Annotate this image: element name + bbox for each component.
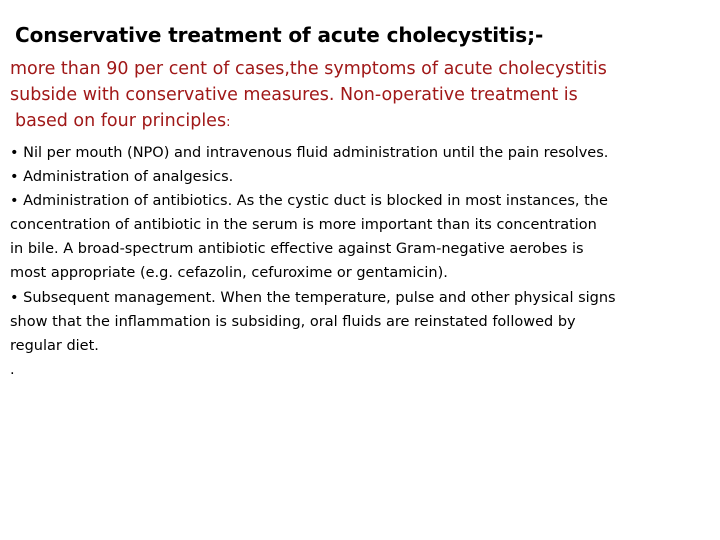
body-line: regular diet. (10, 337, 99, 354)
slide-title: Conservative treatment of acute cholecystitis;- (15, 23, 544, 47)
body-line: . (10, 361, 15, 378)
body-line: • Nil per mouth (NPO) and intravenous fluid administration until the pain resolves. (10, 145, 609, 161)
body-line: in bile. A broad-spectrum antibiotic effective against Gram-negative aerobes is (10, 241, 584, 258)
intro-line-3-colon: : (226, 115, 231, 130)
body-line: concentration of antibiotic in the serum is more important than its concentration (10, 217, 597, 234)
body-line: • Subsequent management. When the temperature, pulse and other physical signs (10, 289, 616, 306)
body-line: show that the inflammation is subsiding, oral fluids are reinstated followed by (10, 313, 576, 330)
body-line: • Administration of analgesics. (10, 169, 234, 186)
intro-line-2: subside with conservative measures. Non-operative treatment is (10, 85, 578, 105)
intro-line-3-text: based on four principles (15, 111, 227, 131)
body-line: most appropriate (e.g. cefazolin, cefuroxime or gentamicin). (10, 265, 448, 282)
principles-list (10, 141, 710, 382)
intro-paragraph (10, 56, 710, 136)
intro-line-1: more than 90 per cent of cases,the symptoms of acute cholecystitis (10, 59, 607, 79)
body-line: • Administration of antibiotics. As the cystic duct is blocked in most instances, the (10, 193, 608, 210)
intro-line-3 (10, 108, 710, 136)
